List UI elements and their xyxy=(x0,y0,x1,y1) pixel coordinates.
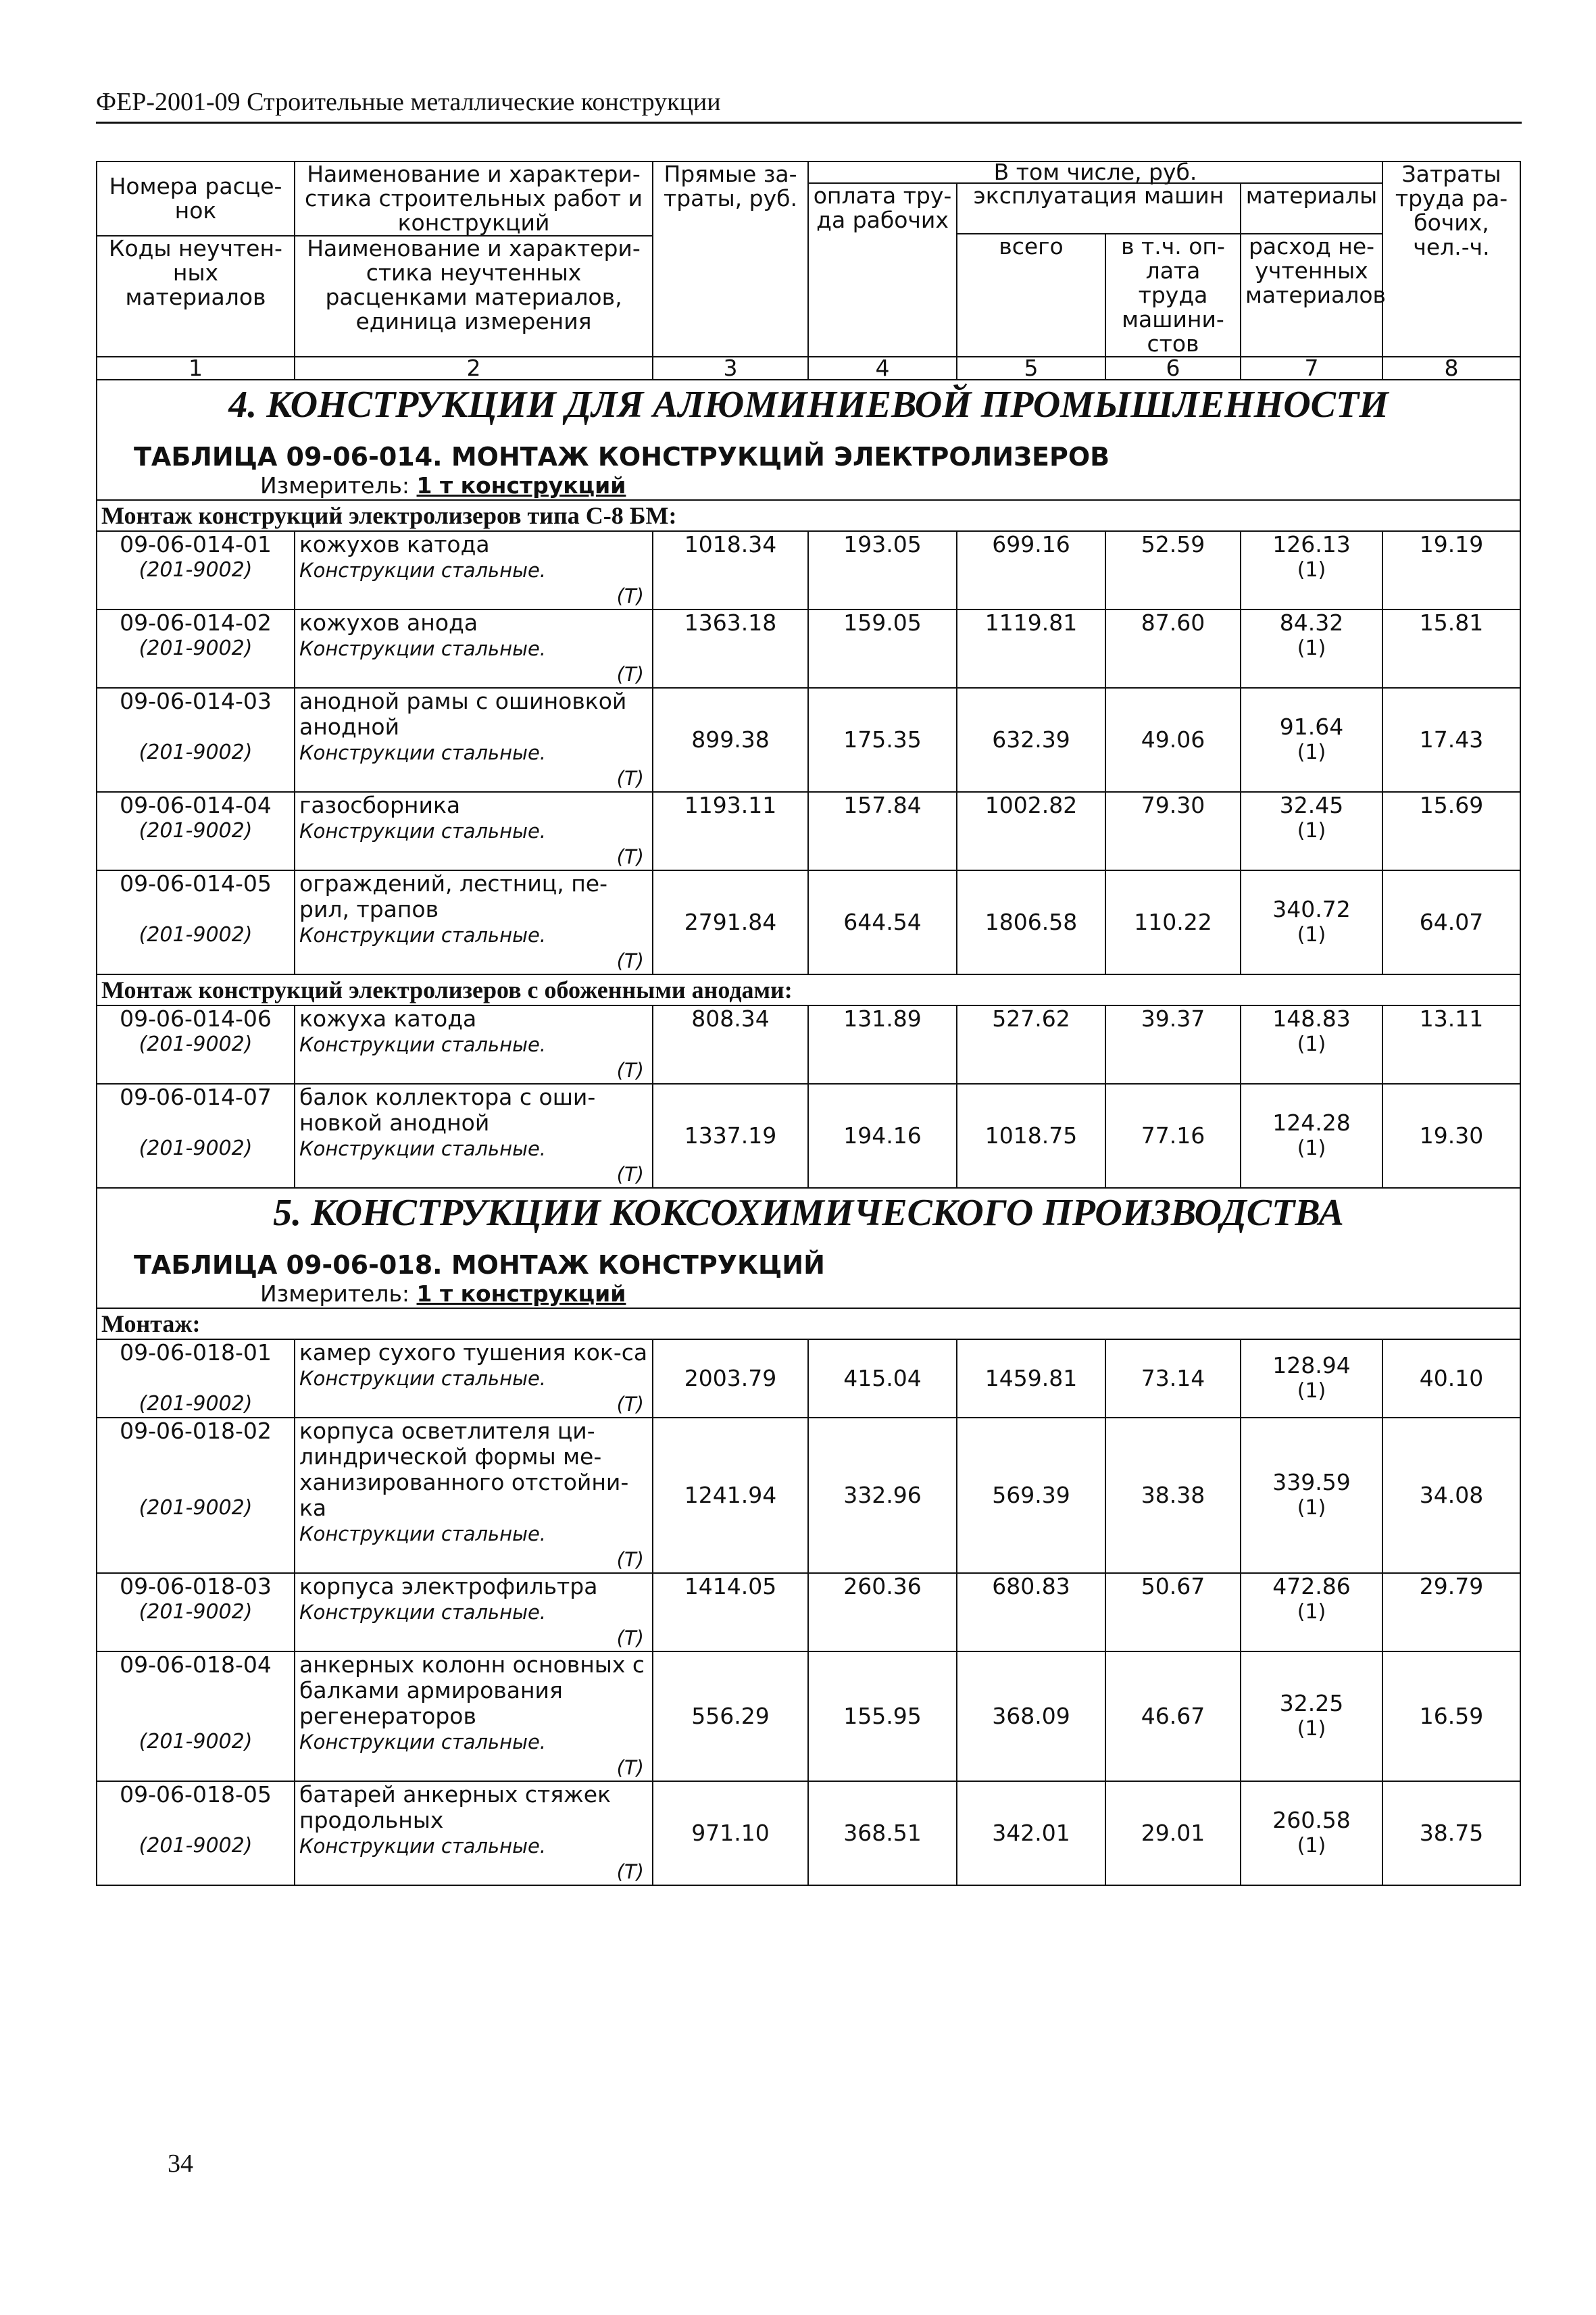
material-reference: (1) xyxy=(1297,819,1326,843)
unaccounted-material: 32.25 xyxy=(1279,1690,1344,1716)
material-reference: (1) xyxy=(1297,1137,1326,1160)
work-name: батарей анкерных стяжек продольных xyxy=(299,1781,612,1833)
material-code: (201-9002) xyxy=(139,1834,253,1858)
material-unit: (Т) xyxy=(616,1548,644,1571)
column-number: 5 xyxy=(957,357,1105,380)
material-code: (201-9002) xyxy=(139,1392,253,1416)
rate-code: 09-06-014-07 xyxy=(120,1084,272,1110)
rate-code: 09-06-014-03 xyxy=(120,688,272,714)
measure-unit xyxy=(101,472,1516,499)
work-name-cell xyxy=(295,1651,653,1781)
labor-hours: 13.11 xyxy=(1382,1005,1520,1084)
measure-unit xyxy=(101,1280,1516,1308)
table-row xyxy=(97,531,1520,609)
materials-cell xyxy=(1241,1418,1382,1573)
worker-pay: 131.89 xyxy=(808,1005,957,1084)
section-header-row xyxy=(97,1188,1520,1308)
work-name-cell xyxy=(295,1005,653,1084)
column-number: 8 xyxy=(1382,357,1520,380)
unaccounted-material: 128.94 xyxy=(1272,1352,1351,1378)
rate-code: 09-06-014-02 xyxy=(120,609,272,636)
materials-cell xyxy=(1241,1005,1382,1084)
material-code: (201-9002) xyxy=(139,558,253,582)
unaccounted-material: 126.13 xyxy=(1272,531,1351,557)
rate-code: 09-06-014-06 xyxy=(120,1005,272,1032)
work-name-cell xyxy=(295,1781,653,1885)
rate-code-cell xyxy=(97,531,295,609)
work-name-cell xyxy=(295,870,653,974)
labor-hours: 38.75 xyxy=(1382,1781,1520,1885)
worker-pay: 368.51 xyxy=(808,1781,957,1885)
direct-costs: 1414.05 xyxy=(653,1573,808,1651)
materials-cell xyxy=(1241,1339,1382,1418)
machinist-pay: 39.37 xyxy=(1105,1005,1241,1084)
header-rate-codes: Номера расце-нок xyxy=(97,161,295,236)
material-reference: (1) xyxy=(1297,1834,1326,1858)
table-row xyxy=(97,688,1520,792)
rate-code-cell xyxy=(97,1651,295,1781)
page-header: ФЕР-2001-09 Строительные металлические конструкции xyxy=(96,86,1522,124)
labor-hours: 19.30 xyxy=(1382,1084,1520,1188)
header-material-codes: Коды неучтен-ных материалов xyxy=(97,236,295,357)
work-name-cell xyxy=(295,531,653,609)
material-name: Конструкции стальные. xyxy=(299,559,547,582)
material-code: (201-9002) xyxy=(139,1730,253,1753)
measure-label: Измеритель: xyxy=(260,1280,410,1307)
header-row-1 xyxy=(97,161,1520,183)
direct-costs: 1337.19 xyxy=(653,1084,808,1188)
table-row xyxy=(97,870,1520,974)
measure-value: 1 т конструкций xyxy=(416,472,626,499)
machines-total: 569.39 xyxy=(957,1418,1105,1573)
worker-pay: 194.16 xyxy=(808,1084,957,1188)
material-reference: (1) xyxy=(1297,637,1326,660)
material-unit: (Т) xyxy=(616,1626,644,1649)
worker-pay: 644.54 xyxy=(808,870,957,974)
work-name: анодной рамы с ошиновкой анодной xyxy=(299,688,627,740)
labor-hours: 16.59 xyxy=(1382,1651,1520,1781)
direct-costs: 2003.79 xyxy=(653,1339,808,1418)
rate-code: 09-06-018-04 xyxy=(120,1651,272,1678)
material-code: (201-9002) xyxy=(139,1137,253,1160)
group-title: Монтаж конструкций электролизеров типа С-8 БМ: xyxy=(97,500,1520,531)
materials-cell xyxy=(1241,1781,1382,1885)
work-name: ограждений, лестниц, пе-рил, трапов xyxy=(299,870,608,922)
labor-hours: 15.81 xyxy=(1382,609,1520,688)
group-title: Монтаж конструкций электролизеров с обоженными анодами: xyxy=(97,974,1520,1005)
direct-costs: 1193.11 xyxy=(653,792,808,870)
materials-cell xyxy=(1241,1651,1382,1781)
group-row xyxy=(97,974,1520,1005)
worker-pay: 260.36 xyxy=(808,1573,957,1651)
material-unit: (Т) xyxy=(616,845,644,868)
rate-code-cell xyxy=(97,1573,295,1651)
column-numbers-row xyxy=(97,357,1520,380)
direct-costs: 971.10 xyxy=(653,1781,808,1885)
machines-total: 1002.82 xyxy=(957,792,1105,870)
labor-hours: 29.79 xyxy=(1382,1573,1520,1651)
page-number: 34 xyxy=(168,2149,193,2178)
measure-label: Измеритель: xyxy=(260,472,410,499)
table-row xyxy=(97,1573,1520,1651)
material-reference: (1) xyxy=(1297,923,1326,947)
material-unit: (Т) xyxy=(616,1393,644,1416)
unaccounted-material: 340.72 xyxy=(1272,896,1351,922)
material-code: (201-9002) xyxy=(139,1600,253,1624)
rate-code: 09-06-018-02 xyxy=(120,1418,272,1444)
section-header xyxy=(97,1188,1520,1308)
material-name: Конструкции стальные. xyxy=(299,637,547,660)
materials-cell xyxy=(1241,1573,1382,1651)
header-material-name: Наименование и характери-стика неучтенных расценками материалов, единица измерения xyxy=(295,236,653,357)
material-code: (201-9002) xyxy=(139,1032,253,1056)
materials-cell xyxy=(1241,609,1382,688)
table-row xyxy=(97,1651,1520,1781)
rate-code: 09-06-014-04 xyxy=(120,792,272,818)
material-code: (201-9002) xyxy=(139,1496,253,1520)
machinist-pay: 79.30 xyxy=(1105,792,1241,870)
material-name: Конструкции стальные. xyxy=(299,1731,547,1753)
direct-costs: 1018.34 xyxy=(653,531,808,609)
material-reference: (1) xyxy=(1297,1379,1326,1403)
unaccounted-material: 148.83 xyxy=(1272,1005,1351,1032)
worker-pay: 155.95 xyxy=(808,1651,957,1781)
machinist-pay: 38.38 xyxy=(1105,1418,1241,1573)
work-name-cell xyxy=(295,792,653,870)
worker-pay: 332.96 xyxy=(808,1418,957,1573)
labor-hours: 19.19 xyxy=(1382,531,1520,609)
machines-total: 699.16 xyxy=(957,531,1105,609)
work-name-cell xyxy=(295,1573,653,1651)
header-machinist-pay: в т.ч. оп-лата труда машини-стов xyxy=(1105,234,1241,357)
header-labor-hours: Затраты труда ра-бочих, чел.-ч. xyxy=(1382,161,1520,357)
column-number: 1 xyxy=(97,357,295,380)
materials-cell xyxy=(1241,531,1382,609)
header-worker-pay: оплата тру-да рабочих xyxy=(808,183,957,357)
rate-code: 09-06-018-03 xyxy=(120,1573,272,1599)
material-name: Конструкции стальные. xyxy=(299,1522,547,1545)
material-reference: (1) xyxy=(1297,1717,1326,1741)
material-name: Конструкции стальные. xyxy=(299,1367,547,1390)
header-machines-total: всего xyxy=(957,234,1105,357)
machinist-pay: 77.16 xyxy=(1105,1084,1241,1188)
rate-code-cell xyxy=(97,1781,295,1885)
rate-code-cell xyxy=(97,1084,295,1188)
unaccounted-material: 339.59 xyxy=(1272,1469,1351,1495)
machines-total: 1018.75 xyxy=(957,1084,1105,1188)
table-row xyxy=(97,1005,1520,1084)
unaccounted-material: 124.28 xyxy=(1272,1110,1351,1136)
unaccounted-material: 84.32 xyxy=(1279,609,1344,636)
section-title: 4. КОНСТРУКЦИИ ДЛЯ АЛЮМИНИЕВОЙ ПРОМЫШЛЕННОСТИ xyxy=(228,384,1389,426)
worker-pay: 159.05 xyxy=(808,609,957,688)
column-number: 7 xyxy=(1241,357,1382,380)
labor-hours: 15.69 xyxy=(1382,792,1520,870)
work-name-cell xyxy=(295,688,653,792)
rate-code: 09-06-018-05 xyxy=(120,1781,272,1808)
work-name: корпуса осветлителя ци-линдрической формы ме-ханизированного отстойни-ка xyxy=(299,1418,629,1521)
material-unit: (Т) xyxy=(616,767,644,790)
worker-pay: 175.35 xyxy=(808,688,957,792)
material-unit: (Т) xyxy=(616,1163,644,1186)
material-unit: (Т) xyxy=(616,1059,644,1082)
section-header xyxy=(97,380,1520,500)
machinist-pay: 110.22 xyxy=(1105,870,1241,974)
work-name: кожуха катода xyxy=(299,1005,477,1032)
table-title: ТАБЛИЦА 09-06-014. МОНТАЖ КОНСТРУКЦИЙ ЭЛЕКТРОЛИЗЕРОВ xyxy=(134,442,1110,472)
direct-costs: 1241.94 xyxy=(653,1418,808,1573)
table-row xyxy=(97,792,1520,870)
material-unit: (Т) xyxy=(616,949,644,972)
rate-code-cell xyxy=(97,792,295,870)
machinist-pay: 50.67 xyxy=(1105,1573,1241,1651)
table-row xyxy=(97,1339,1520,1418)
machinist-pay: 46.67 xyxy=(1105,1651,1241,1781)
machinist-pay: 73.14 xyxy=(1105,1339,1241,1418)
materials-cell xyxy=(1241,688,1382,792)
material-reference: (1) xyxy=(1297,1032,1326,1056)
work-name-cell xyxy=(295,1339,653,1418)
rate-code-cell xyxy=(97,609,295,688)
direct-costs: 1363.18 xyxy=(653,609,808,688)
table-row xyxy=(97,1084,1520,1188)
machinist-pay: 52.59 xyxy=(1105,531,1241,609)
header-unaccounted-materials: расход не-учтенных материалов xyxy=(1241,234,1382,357)
machines-total: 680.83 xyxy=(957,1573,1105,1651)
table-row xyxy=(97,609,1520,688)
work-name: кожухов катода xyxy=(299,531,490,557)
material-name: Конструкции стальные. xyxy=(299,1601,547,1624)
work-name: балок коллектора с оши-новкой анодной xyxy=(299,1084,596,1136)
header-materials: материалы xyxy=(1241,183,1382,234)
material-name: Конструкции стальные. xyxy=(299,820,547,843)
labor-hours: 64.07 xyxy=(1382,870,1520,974)
material-name: Конструкции стальные. xyxy=(299,924,547,947)
header-direct-costs: Прямые за-траты, руб. xyxy=(653,161,808,357)
machines-total: 1806.58 xyxy=(957,870,1105,974)
machinist-pay: 49.06 xyxy=(1105,688,1241,792)
unaccounted-material: 260.58 xyxy=(1272,1807,1351,1833)
table-title: ТАБЛИЦА 09-06-018. МОНТАЖ КОНСТРУКЦИЙ xyxy=(134,1250,825,1280)
column-number: 6 xyxy=(1105,357,1241,380)
work-name: корпуса электрофильтра xyxy=(299,1573,598,1599)
material-code: (201-9002) xyxy=(139,637,253,660)
material-reference: (1) xyxy=(1297,558,1326,582)
group-row xyxy=(97,500,1520,531)
machines-total: 1459.81 xyxy=(957,1339,1105,1418)
group-row xyxy=(97,1308,1520,1339)
material-name: Конструкции стальные. xyxy=(299,741,547,764)
column-number: 2 xyxy=(295,357,653,380)
materials-cell xyxy=(1241,870,1382,974)
labor-hours: 40.10 xyxy=(1382,1339,1520,1418)
labor-hours: 17.43 xyxy=(1382,688,1520,792)
rate-code-cell xyxy=(97,870,295,974)
machinist-pay: 29.01 xyxy=(1105,1781,1241,1885)
section-title: 5. КОНСТРУКЦИИ КОКСОХИМИЧЕСКОГО ПРОИЗВОДСТВА xyxy=(273,1192,1344,1234)
unaccounted-material: 32.45 xyxy=(1279,792,1344,818)
table-row xyxy=(97,1418,1520,1573)
rate-code-cell xyxy=(97,1005,295,1084)
work-name-cell xyxy=(295,1418,653,1573)
worker-pay: 157.84 xyxy=(808,792,957,870)
material-name: Конструкции стальные. xyxy=(299,1835,547,1858)
group-title: Монтаж: xyxy=(97,1308,1520,1339)
direct-costs: 556.29 xyxy=(653,1651,808,1781)
work-name: анкерных колонн основных с балками армирования регенераторов xyxy=(299,1651,645,1729)
material-reference: (1) xyxy=(1297,1600,1326,1624)
worker-pay: 193.05 xyxy=(808,531,957,609)
header-machines: эксплуатация машин xyxy=(957,183,1241,234)
work-name-cell xyxy=(295,1084,653,1188)
header-work-name: Наименование и характери-стика строительных работ и конструкций xyxy=(295,161,653,236)
section-header-row xyxy=(97,380,1520,500)
material-unit: (Т) xyxy=(616,1756,644,1779)
work-name-cell xyxy=(295,609,653,688)
material-code: (201-9002) xyxy=(139,741,253,764)
column-number: 4 xyxy=(808,357,957,380)
measure-value: 1 т конструкций xyxy=(416,1280,626,1307)
worker-pay: 415.04 xyxy=(808,1339,957,1418)
rates-table xyxy=(96,161,1521,1886)
rate-code-cell xyxy=(97,1418,295,1573)
rate-code: 09-06-018-01 xyxy=(120,1339,272,1366)
machinist-pay: 87.60 xyxy=(1105,609,1241,688)
material-reference: (1) xyxy=(1297,1496,1326,1520)
direct-costs: 899.38 xyxy=(653,688,808,792)
work-name: камер сухого тушения кок-са xyxy=(299,1339,648,1366)
work-name: кожухов анода xyxy=(299,609,478,636)
direct-costs: 808.34 xyxy=(653,1005,808,1084)
material-name: Конструкции стальные. xyxy=(299,1137,547,1160)
machines-total: 1119.81 xyxy=(957,609,1105,688)
material-code: (201-9002) xyxy=(139,819,253,843)
work-name: газосборника xyxy=(299,792,461,818)
machines-total: 632.39 xyxy=(957,688,1105,792)
column-number: 3 xyxy=(653,357,808,380)
machines-total: 527.62 xyxy=(957,1005,1105,1084)
unaccounted-material: 472.86 xyxy=(1272,1573,1351,1599)
materials-cell xyxy=(1241,792,1382,870)
material-code: (201-9002) xyxy=(139,923,253,947)
material-unit: (Т) xyxy=(616,1860,644,1883)
machines-total: 368.09 xyxy=(957,1651,1105,1781)
header-including: В том числе, руб. xyxy=(808,161,1382,183)
direct-costs: 2791.84 xyxy=(653,870,808,974)
rate-code: 09-06-014-05 xyxy=(120,870,272,897)
material-reference: (1) xyxy=(1297,741,1326,764)
machines-total: 342.01 xyxy=(957,1781,1105,1885)
material-unit: (Т) xyxy=(616,663,644,686)
unaccounted-material: 91.64 xyxy=(1279,714,1344,740)
table-row xyxy=(97,1781,1520,1885)
materials-cell xyxy=(1241,1084,1382,1188)
labor-hours: 34.08 xyxy=(1382,1418,1520,1573)
rate-code-cell xyxy=(97,1339,295,1418)
rate-code: 09-06-014-01 xyxy=(120,531,272,557)
material-unit: (Т) xyxy=(616,584,644,607)
rate-code-cell xyxy=(97,688,295,792)
material-name: Конструкции стальные. xyxy=(299,1033,547,1056)
